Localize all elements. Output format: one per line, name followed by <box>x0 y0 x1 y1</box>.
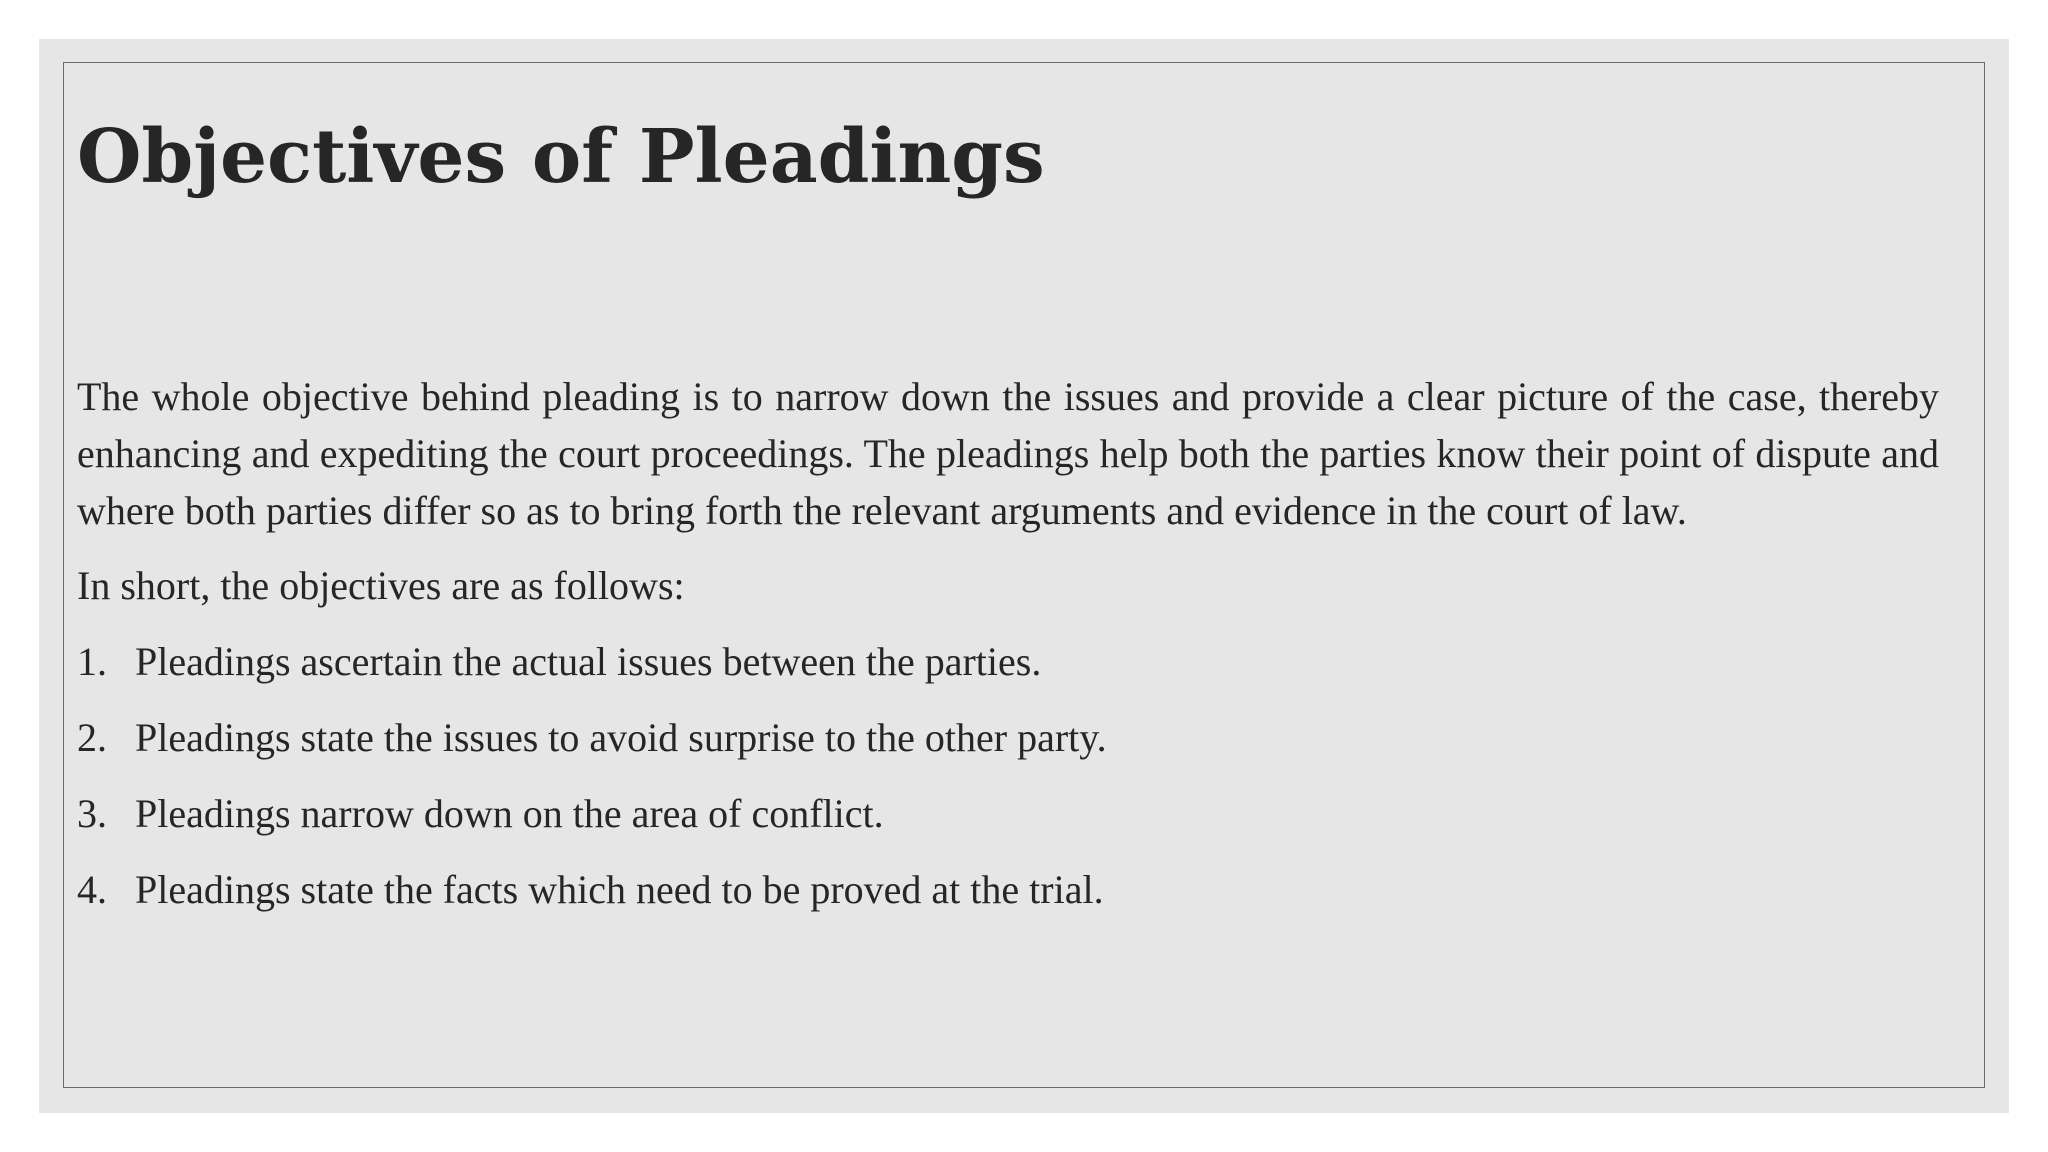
list-item <box>77 861 1939 918</box>
list-item-number: 3. <box>77 791 107 836</box>
list-item <box>77 785 1939 842</box>
list-item-number: 4. <box>77 867 107 912</box>
objectives-list <box>77 633 1939 918</box>
list-item-number: 1. <box>77 639 107 684</box>
list-item <box>77 709 1939 766</box>
slide-body <box>77 368 1939 937</box>
list-item <box>77 633 1939 690</box>
list-item-number: 2. <box>77 715 107 760</box>
slide <box>39 39 2009 1113</box>
slide-title: Objectives of Pleadings <box>77 114 1045 200</box>
list-item-text: Pleadings state the facts which need to be proved at the trial. <box>135 867 1104 912</box>
list-item-text: Pleadings narrow down on the area of conflict. <box>135 791 884 836</box>
summary-lead: In short, the objectives are as follows: <box>77 563 685 608</box>
list-item-text: Pleadings state the issues to avoid surprise to the other party. <box>135 715 1107 760</box>
list-item-text: Pleadings ascertain the actual issues between the parties. <box>135 639 1042 684</box>
intro-paragraph: The whole objective behind pleading is to narrow down the issues and provide a clear picture of the case, thereby enhancing and expediting the court proceedings. The pleadings help both the parties know their point of dispute and where both parties differ so as to bring forth the relevant arguments and evidence in the court of law. <box>77 374 1939 533</box>
